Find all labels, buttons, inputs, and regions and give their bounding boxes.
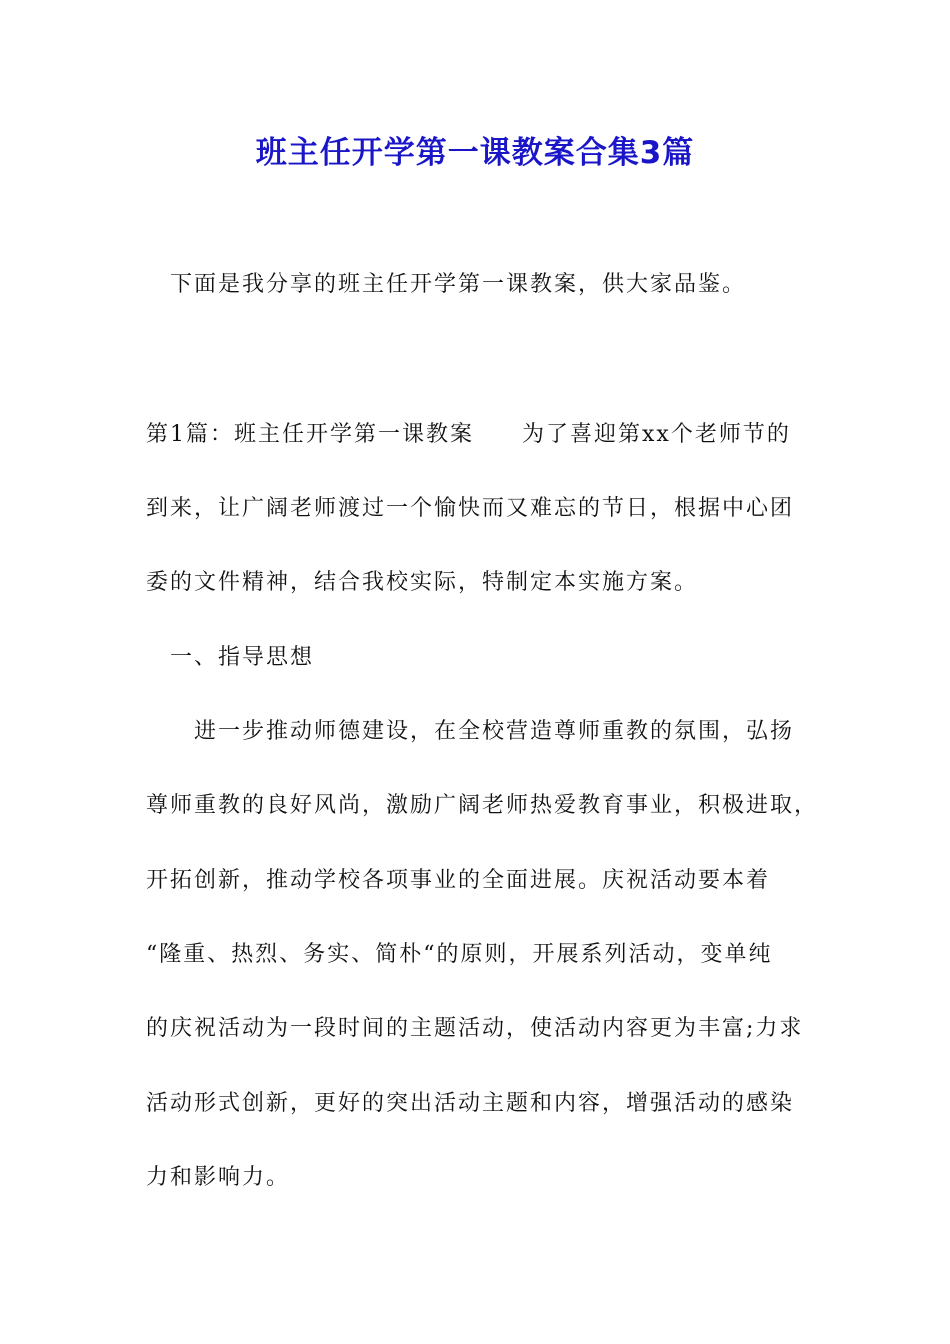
body-line: 开拓创新，推动学校各项事业的全面进展。庆祝活动要本着 (146, 868, 771, 893)
document-title: 班主任开学第一课教案合集3篇 (255, 135, 695, 171)
body-line: 活动形式创新，更好的突出活动主题和内容，增强活动的感染 (146, 1091, 795, 1116)
body-line: 力和影响力。 (146, 1165, 291, 1190)
body-line: “隆重、热烈、务实、简朴“的原则，开展系列活动，变单纯 (146, 942, 773, 967)
body-line: 进一步推动师德建设，在全校营造尊师重教的氛围，弘扬 (194, 719, 795, 744)
body-line: 第1篇：班主任开学第一课教案 为了喜迎第xx个老师节的 (146, 422, 791, 447)
body-line: 的庆祝活动为一段时间的主题活动，使活动内容更为丰富;力求 (146, 1016, 804, 1041)
section-heading: 一、指导思想 (170, 645, 315, 670)
body-line: 委的文件精神，结合我校实际，特制定本实施方案。 (146, 570, 699, 595)
body-line: 到来，让广阔老师渡过一个愉快而又难忘的节日，根据中心团 (146, 496, 795, 521)
body-line: 尊师重教的良好风尚，激励广阔老师热爱教育事业，积极进取， (146, 793, 819, 818)
intro-paragraph: 下面是我分享的班主任开学第一课教案，供大家品鉴。 (170, 272, 747, 297)
